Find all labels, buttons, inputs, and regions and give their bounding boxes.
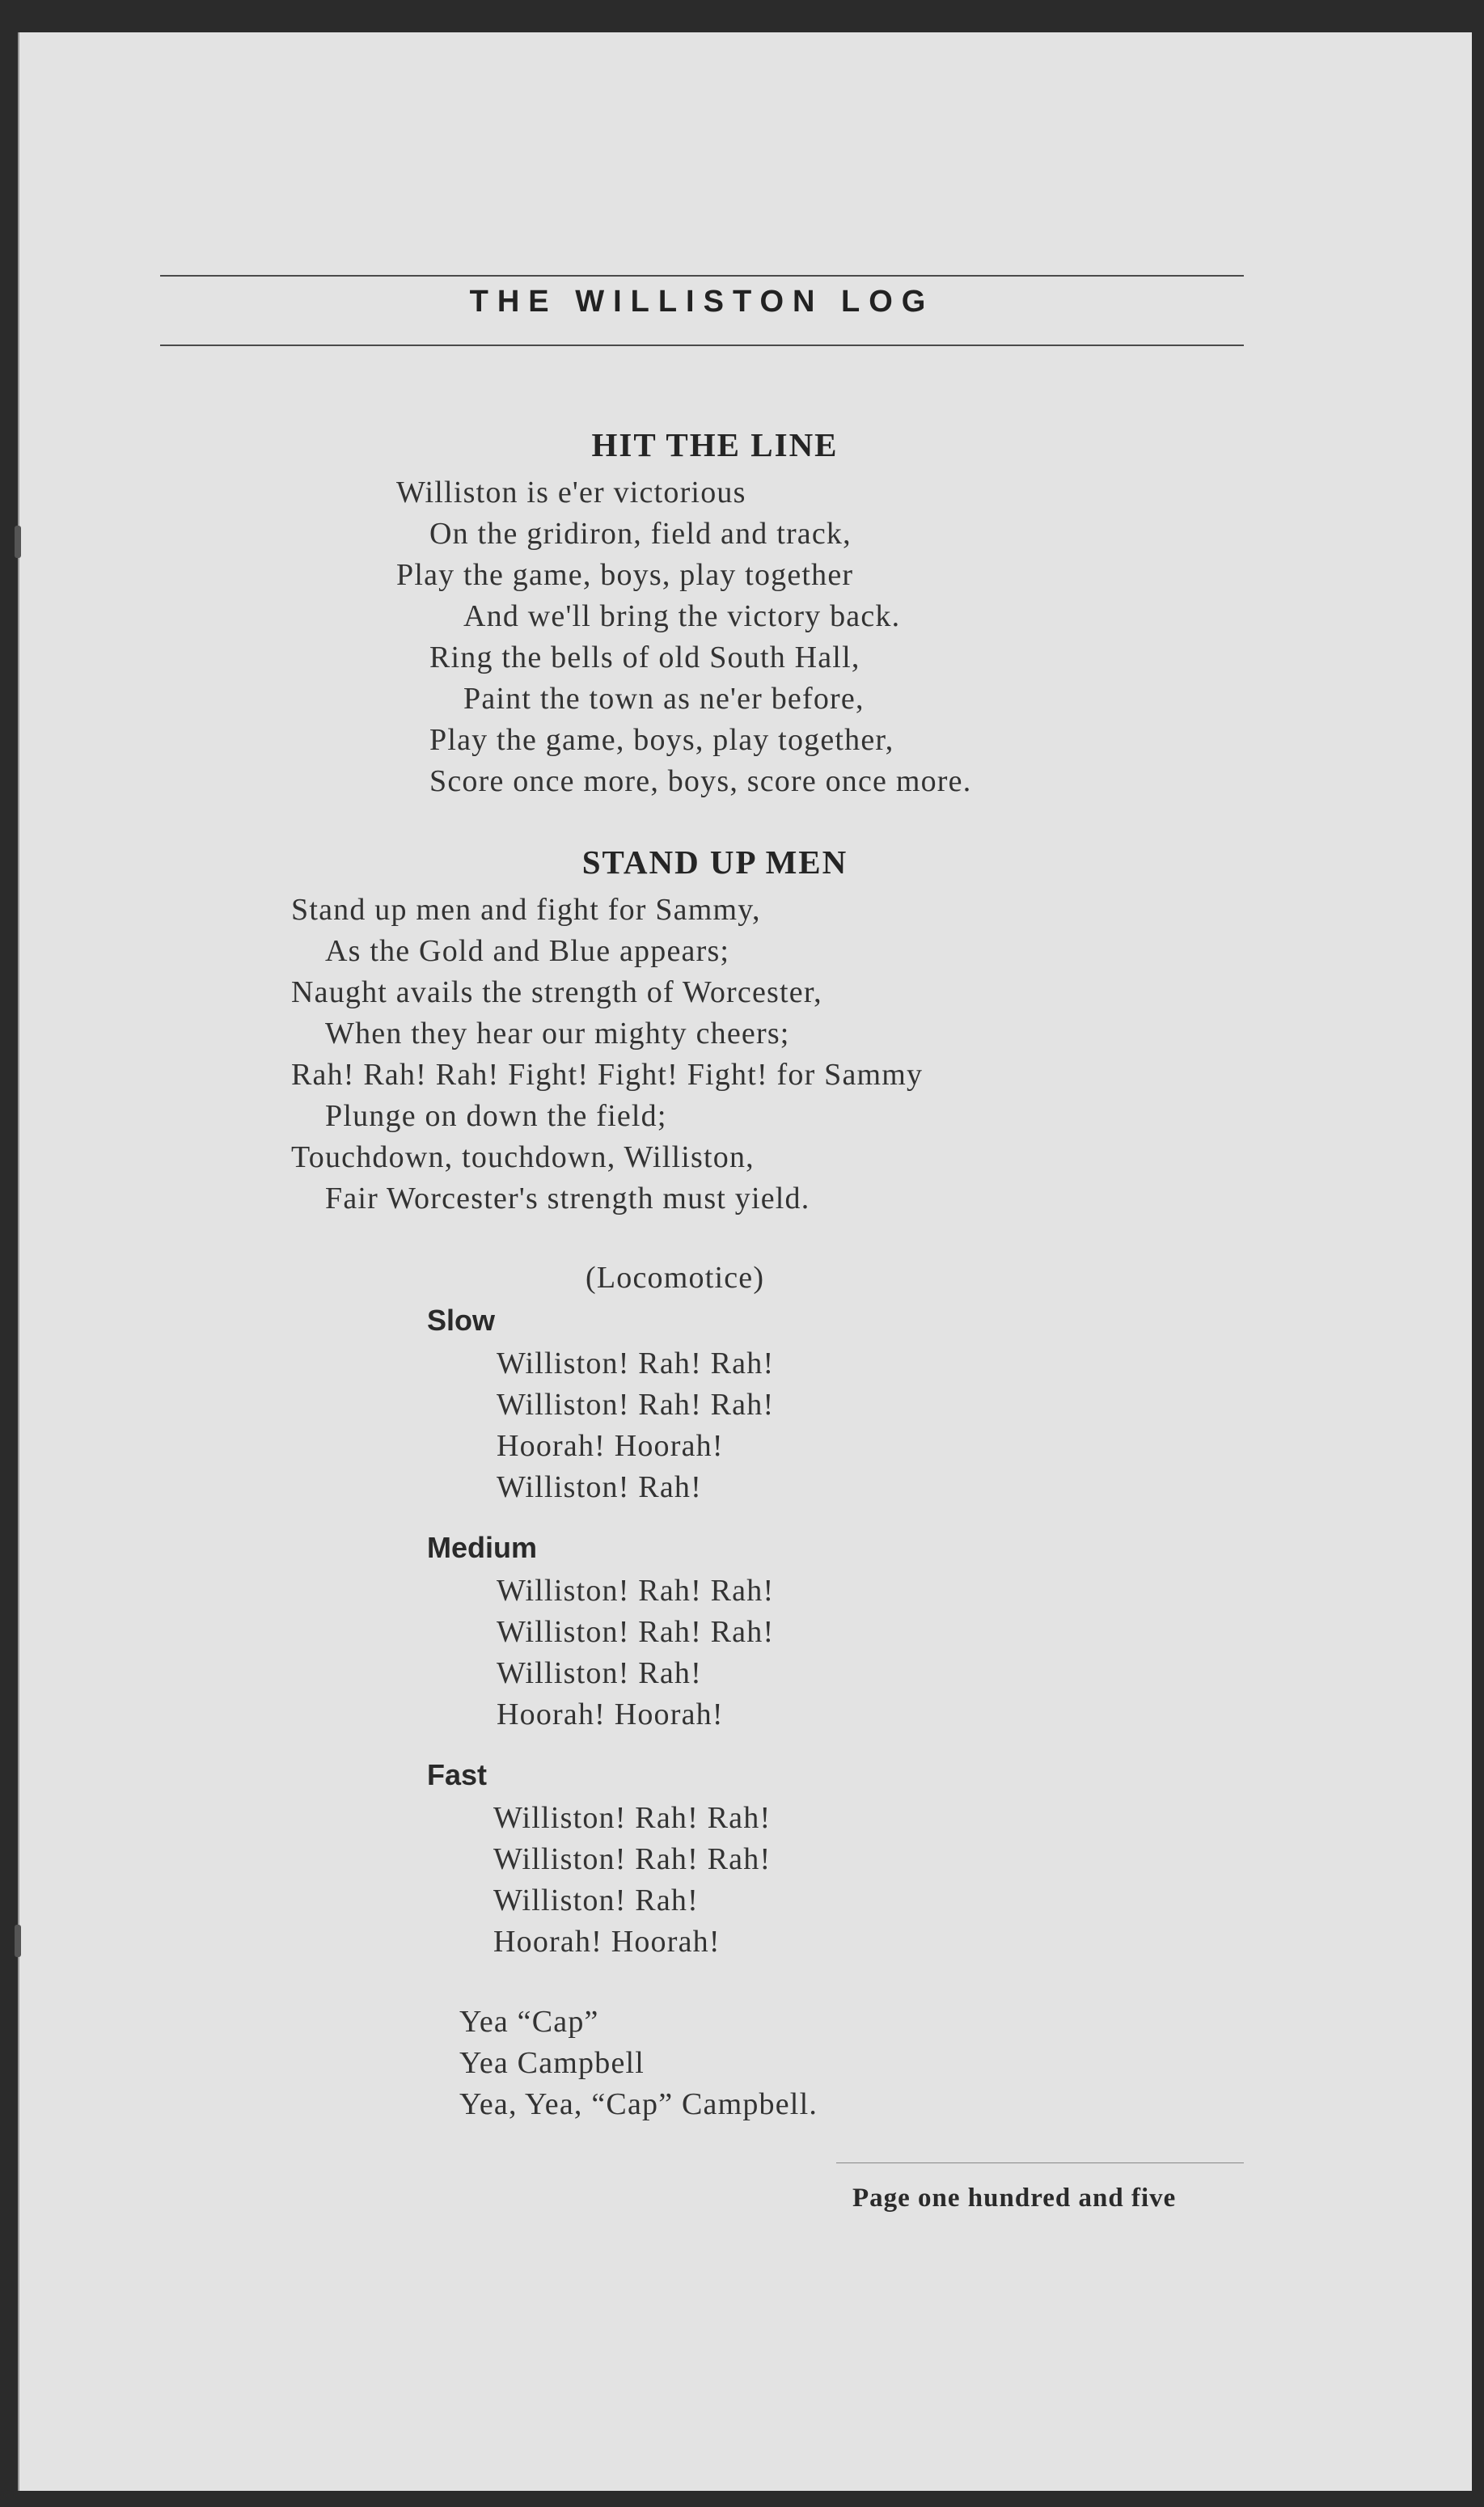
page-number: Page one hundred and five (852, 2184, 1177, 2213)
song-title-stand-up-men: STAND UP MEN (581, 843, 848, 881)
cheer-line: Hoorah! Hoorah! (493, 1925, 721, 1959)
yea-line: Yea, Yea, “Cap” Campbell. (459, 2087, 818, 2121)
cheer-line: Williston! Rah! Rah! (493, 1801, 772, 1835)
yea-line: Yea Campbell (459, 2046, 645, 2080)
cheer-label-fast: Fast (427, 1758, 488, 1791)
verse-line: Naught avails the strength of Worcester, (291, 975, 822, 1009)
song-title-hit-the-line: HIT THE LINE (591, 426, 839, 463)
verse-line: As the Gold and Blue appears; (325, 934, 730, 968)
cheer-line: Hoorah! Hoorah! (497, 1697, 724, 1731)
verse-line: Paint the town as ne'er before, (463, 682, 865, 716)
cheer-line: Williston! Rah! (497, 1470, 702, 1504)
verse-line: On the gridiron, field and track, (429, 517, 852, 551)
verse-line: Fair Worcester's strength must yield. (325, 1182, 810, 1215)
verse-line: Play the game, boys, play together (396, 558, 854, 592)
running-head: THE WILLISTON LOG (469, 285, 935, 319)
cheer-line: Williston! Rah! (493, 1883, 699, 1917)
cheer-line: Hoorah! Hoorah! (497, 1429, 724, 1463)
yea-line: Yea “Cap” (459, 2005, 599, 2039)
header-rule-bottom (160, 345, 1244, 346)
cheer-line: Williston! Rah! Rah! (497, 1347, 775, 1380)
cheer-line: Williston! Rah! Rah! (493, 1842, 772, 1876)
cheer-label-slow: Slow (427, 1304, 496, 1337)
verse-line: When they hear our mighty cheers; (325, 1017, 790, 1051)
verse-line: Stand up men and fight for Sammy, (291, 893, 761, 927)
verse-line: Williston is e'er victorious (396, 476, 746, 509)
cheer-line: Williston! Rah! Rah! (497, 1388, 775, 1422)
verse-line: Ring the bells of old South Hall, (429, 640, 860, 674)
header-rule-top (160, 275, 1244, 277)
verse-line: Score once more, boys, score once more. (429, 764, 972, 798)
binding-mark (15, 1925, 21, 1957)
cheer-line: Williston! Rah! (497, 1656, 702, 1690)
document-page (18, 32, 1472, 2491)
cheer-label-medium: Medium (427, 1531, 538, 1564)
verse-line: And we'll bring the victory back. (463, 599, 901, 633)
verse-line: Touchdown, touchdown, Williston, (291, 1140, 755, 1174)
verse-line: Play the game, boys, play together, (429, 723, 894, 757)
footer-rule (836, 2162, 1244, 2163)
binding-mark (15, 526, 21, 558)
cheer-line: Williston! Rah! Rah! (497, 1615, 775, 1649)
cheer-title: (Locomotice) (586, 1261, 765, 1295)
cheer-line: Williston! Rah! Rah! (497, 1574, 775, 1608)
verse-line: Plunge on down the field; (325, 1099, 667, 1133)
verse-line: Rah! Rah! Rah! Fight! Fight! Fight! for Sammy (291, 1058, 924, 1092)
